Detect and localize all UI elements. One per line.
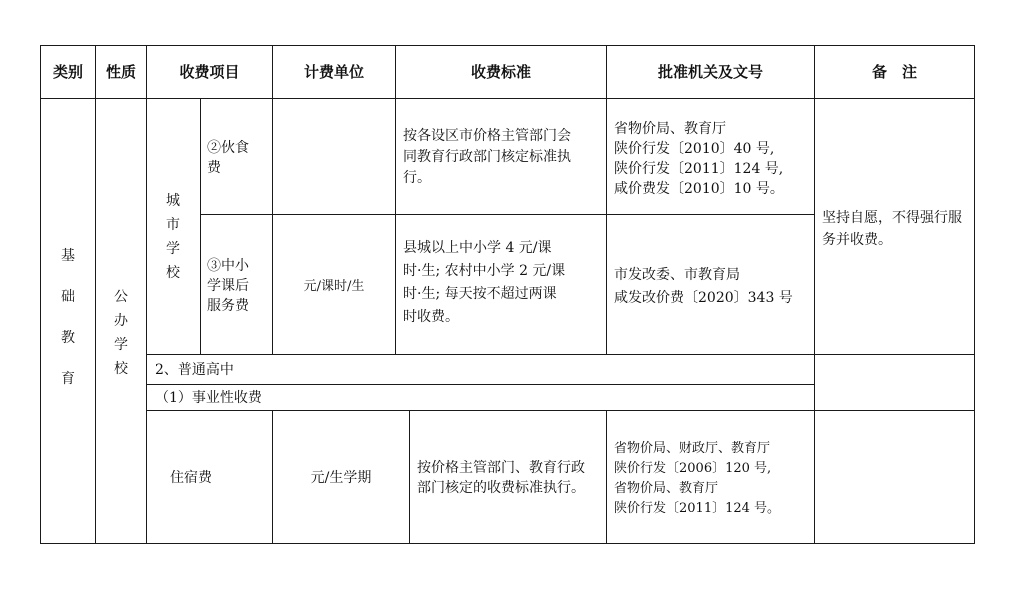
header-remark: 备 注	[871, 63, 917, 81]
meal-standard-line: 按各设区市价格主管部门会	[403, 128, 571, 144]
lodging-approval-line: 陕价行发〔2011〕124 号。	[614, 501, 781, 516]
header-nature: 性质	[105, 63, 136, 81]
after-school-approval-line: 咸发改价费〔2020〕343 号	[614, 290, 793, 306]
meal-approval-line: 陕价行发〔2011〕124 号,	[614, 161, 784, 177]
after-school-standard-line: 时·生; 每天按不超过两课	[403, 286, 557, 302]
after-school-remark-line: 坚持自愿，不得强行服	[822, 210, 962, 226]
after-school-remark	[822, 207, 962, 251]
nature-cell: 公办学校	[114, 289, 128, 377]
category-cell: 基础教育	[61, 248, 75, 387]
header-standard: 收费标准	[470, 63, 531, 81]
lodging-unit: 元/生学期	[310, 470, 372, 486]
rule-top	[40, 45, 974, 46]
rule-left	[40, 45, 41, 544]
lodging-standard-line: 按价格主管部门、教育行政	[417, 460, 585, 476]
after-school-item-line: ③中小	[207, 258, 249, 274]
meal-standard-line: 同教育行政部门核定标准执	[403, 149, 571, 165]
rule-bottom	[40, 543, 974, 544]
header-item: 收费项目	[179, 63, 240, 81]
after-school-standard-line: 时·生; 农村中小学 2 元/课	[403, 263, 566, 279]
sub-group-cell: 城市学校	[166, 193, 180, 281]
lodging-approval	[614, 439, 780, 519]
after-school-unit: 元/课时/生	[303, 279, 365, 294]
meal-approval-line: 省物价局、教育厅	[614, 121, 726, 137]
rule-after-school-bottom	[146, 354, 974, 355]
header-category: 类别	[52, 63, 83, 81]
rule-subsection-bottom	[146, 410, 974, 411]
lodging-standard-line: 部门核定的收费标准执行。	[417, 480, 585, 496]
lodging-approval-line: 省物价局、教育厅	[614, 481, 719, 496]
lodging-standard	[417, 458, 585, 498]
after-school-standard	[403, 237, 565, 329]
rule-item-unit-top	[272, 45, 273, 355]
rule-unit-standard-top	[395, 45, 396, 355]
lodging-approval-line: 陕价行发〔2006〕120 号,	[614, 461, 772, 476]
rule-header-bottom	[40, 98, 974, 99]
meal-approval-line: 咸价费发〔2010〕10 号。	[614, 181, 784, 197]
after-school-remark-line: 务并收费。	[822, 232, 892, 248]
after-school-approval	[614, 264, 793, 310]
lodging-item: 住宿费	[170, 470, 212, 486]
rule-unit-standard-bottom	[409, 410, 410, 544]
rule-meal-bottom	[200, 214, 814, 215]
after-school-item-line: 学课后	[207, 278, 249, 294]
rule-standard-approval-top	[606, 45, 607, 355]
rule-cat-nature	[95, 45, 96, 544]
meal-item	[207, 138, 249, 178]
rule-approval-remark	[814, 45, 815, 544]
rule-right	[974, 45, 975, 544]
subsection-title: （1）事业性收费	[155, 390, 262, 406]
meal-approval	[614, 119, 784, 199]
after-school-standard-line: 时收费。	[403, 309, 459, 325]
meal-approval-line: 陕价行发〔2010〕40 号,	[614, 141, 775, 157]
meal-item-line: ②伙食	[207, 140, 249, 156]
after-school-item-line: 服务费	[207, 298, 249, 314]
after-school-standard-line: 县城以上中小学 4 元/课	[403, 240, 552, 256]
lodging-approval-line: 省物价局、财政厅、教育厅	[614, 441, 771, 456]
header-unit: 计费单位	[303, 63, 364, 81]
header-approval: 批准机关及文号	[657, 63, 763, 81]
meal-item-line: 费	[207, 160, 221, 176]
rule-subgroup	[200, 98, 201, 355]
rule-section-bottom	[146, 384, 814, 385]
rule-standard-approval-bottom	[606, 410, 607, 544]
meal-standard	[403, 126, 571, 189]
meal-standard-line: 行。	[403, 170, 431, 186]
after-school-approval-line: 市发改委、市教育局	[614, 267, 740, 283]
after-school-item	[207, 256, 249, 316]
section-title: 2、普通高中	[155, 362, 234, 378]
rule-nature-item	[146, 45, 147, 544]
